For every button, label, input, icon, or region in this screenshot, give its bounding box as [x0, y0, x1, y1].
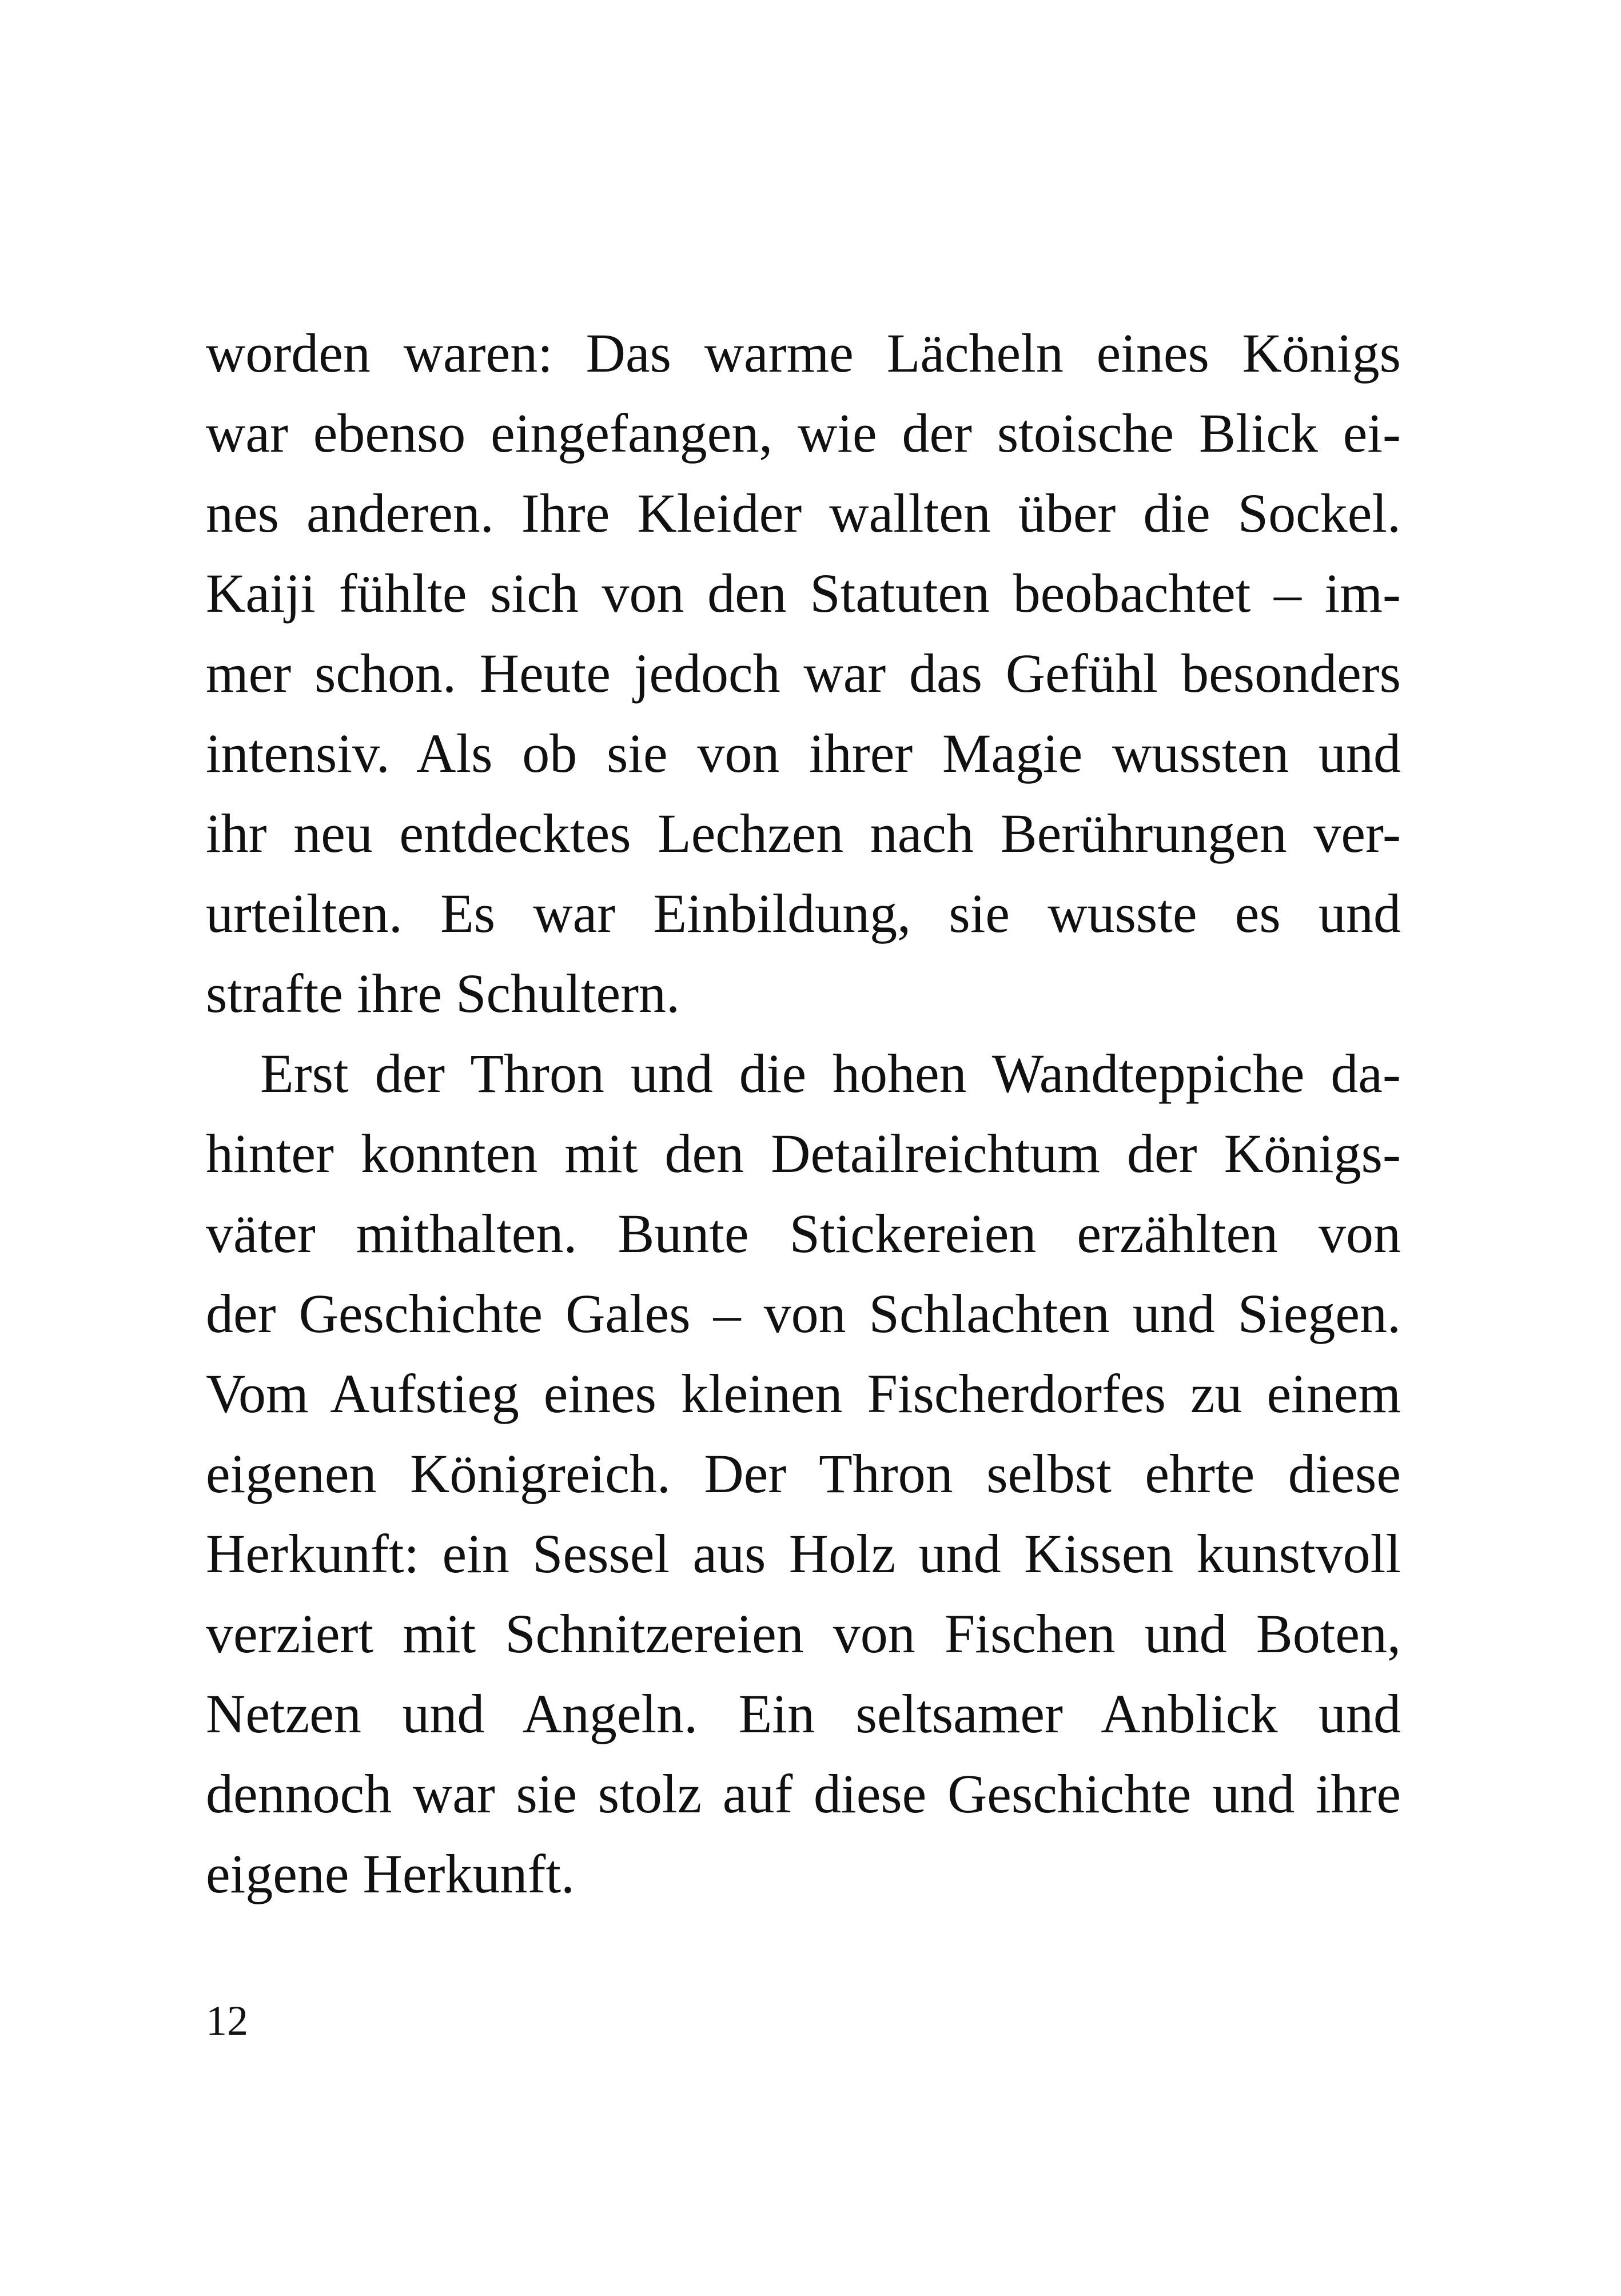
- text-line: der Geschichte Gales – von Schlachten und Siegen.: [206, 1283, 1401, 1344]
- text-line: eigene Herkunft.: [206, 1843, 575, 1904]
- text-line: intensiv. Als ob sie von ihrer Magie wussten und: [206, 723, 1401, 784]
- text-line: Erst der Thron und die hohen Wandteppiche da-: [260, 1043, 1401, 1104]
- page-number: 12: [206, 1998, 248, 2044]
- text-line: nes anderen. Ihre Kleider wallten über die Sockel.: [206, 483, 1401, 544]
- text-line: worden waren: Das warme Lächeln eines Königs: [206, 322, 1401, 384]
- text-line: Netzen und Angeln. Ein seltsamer Anblick und: [206, 1683, 1401, 1744]
- text-line: Kaiji fühlte sich von den Statuten beobachtet – im-: [206, 563, 1401, 624]
- text-line: mer schon. Heute jedoch war das Gefühl besonders: [206, 643, 1401, 704]
- paragraph-2: [206, 1034, 1401, 1914]
- text-line: strafte ihre Schultern.: [206, 963, 680, 1024]
- paragraph-1: [206, 313, 1401, 1034]
- text-line: war ebenso eingefangen, wie der stoische Blick ei-: [206, 402, 1401, 464]
- text-line: ihr neu entdecktes Lechzen nach Berührungen ver-: [206, 803, 1401, 864]
- text-line: väter mithalten. Bunte Stickereien erzählten von: [206, 1203, 1401, 1264]
- text-line: Vom Aufstieg eines kleinen Fischerdorfes zu einem: [206, 1363, 1401, 1424]
- text-line: verziert mit Schnitzereien von Fischen und Boten,: [206, 1603, 1401, 1664]
- text-line: Herkunft: ein Sessel aus Holz und Kissen kunstvoll: [206, 1523, 1401, 1584]
- body-text: [206, 313, 1401, 1914]
- text-line: hinter konnten mit den Detailreichtum der Königs-: [206, 1123, 1401, 1184]
- text-line: urteilten. Es war Einbildung, sie wusste es und: [206, 883, 1401, 944]
- text-line: eigenen Königreich. Der Thron selbst ehrte diese: [206, 1443, 1401, 1504]
- text-line: dennoch war sie stolz auf diese Geschichte und ihre: [206, 1763, 1401, 1824]
